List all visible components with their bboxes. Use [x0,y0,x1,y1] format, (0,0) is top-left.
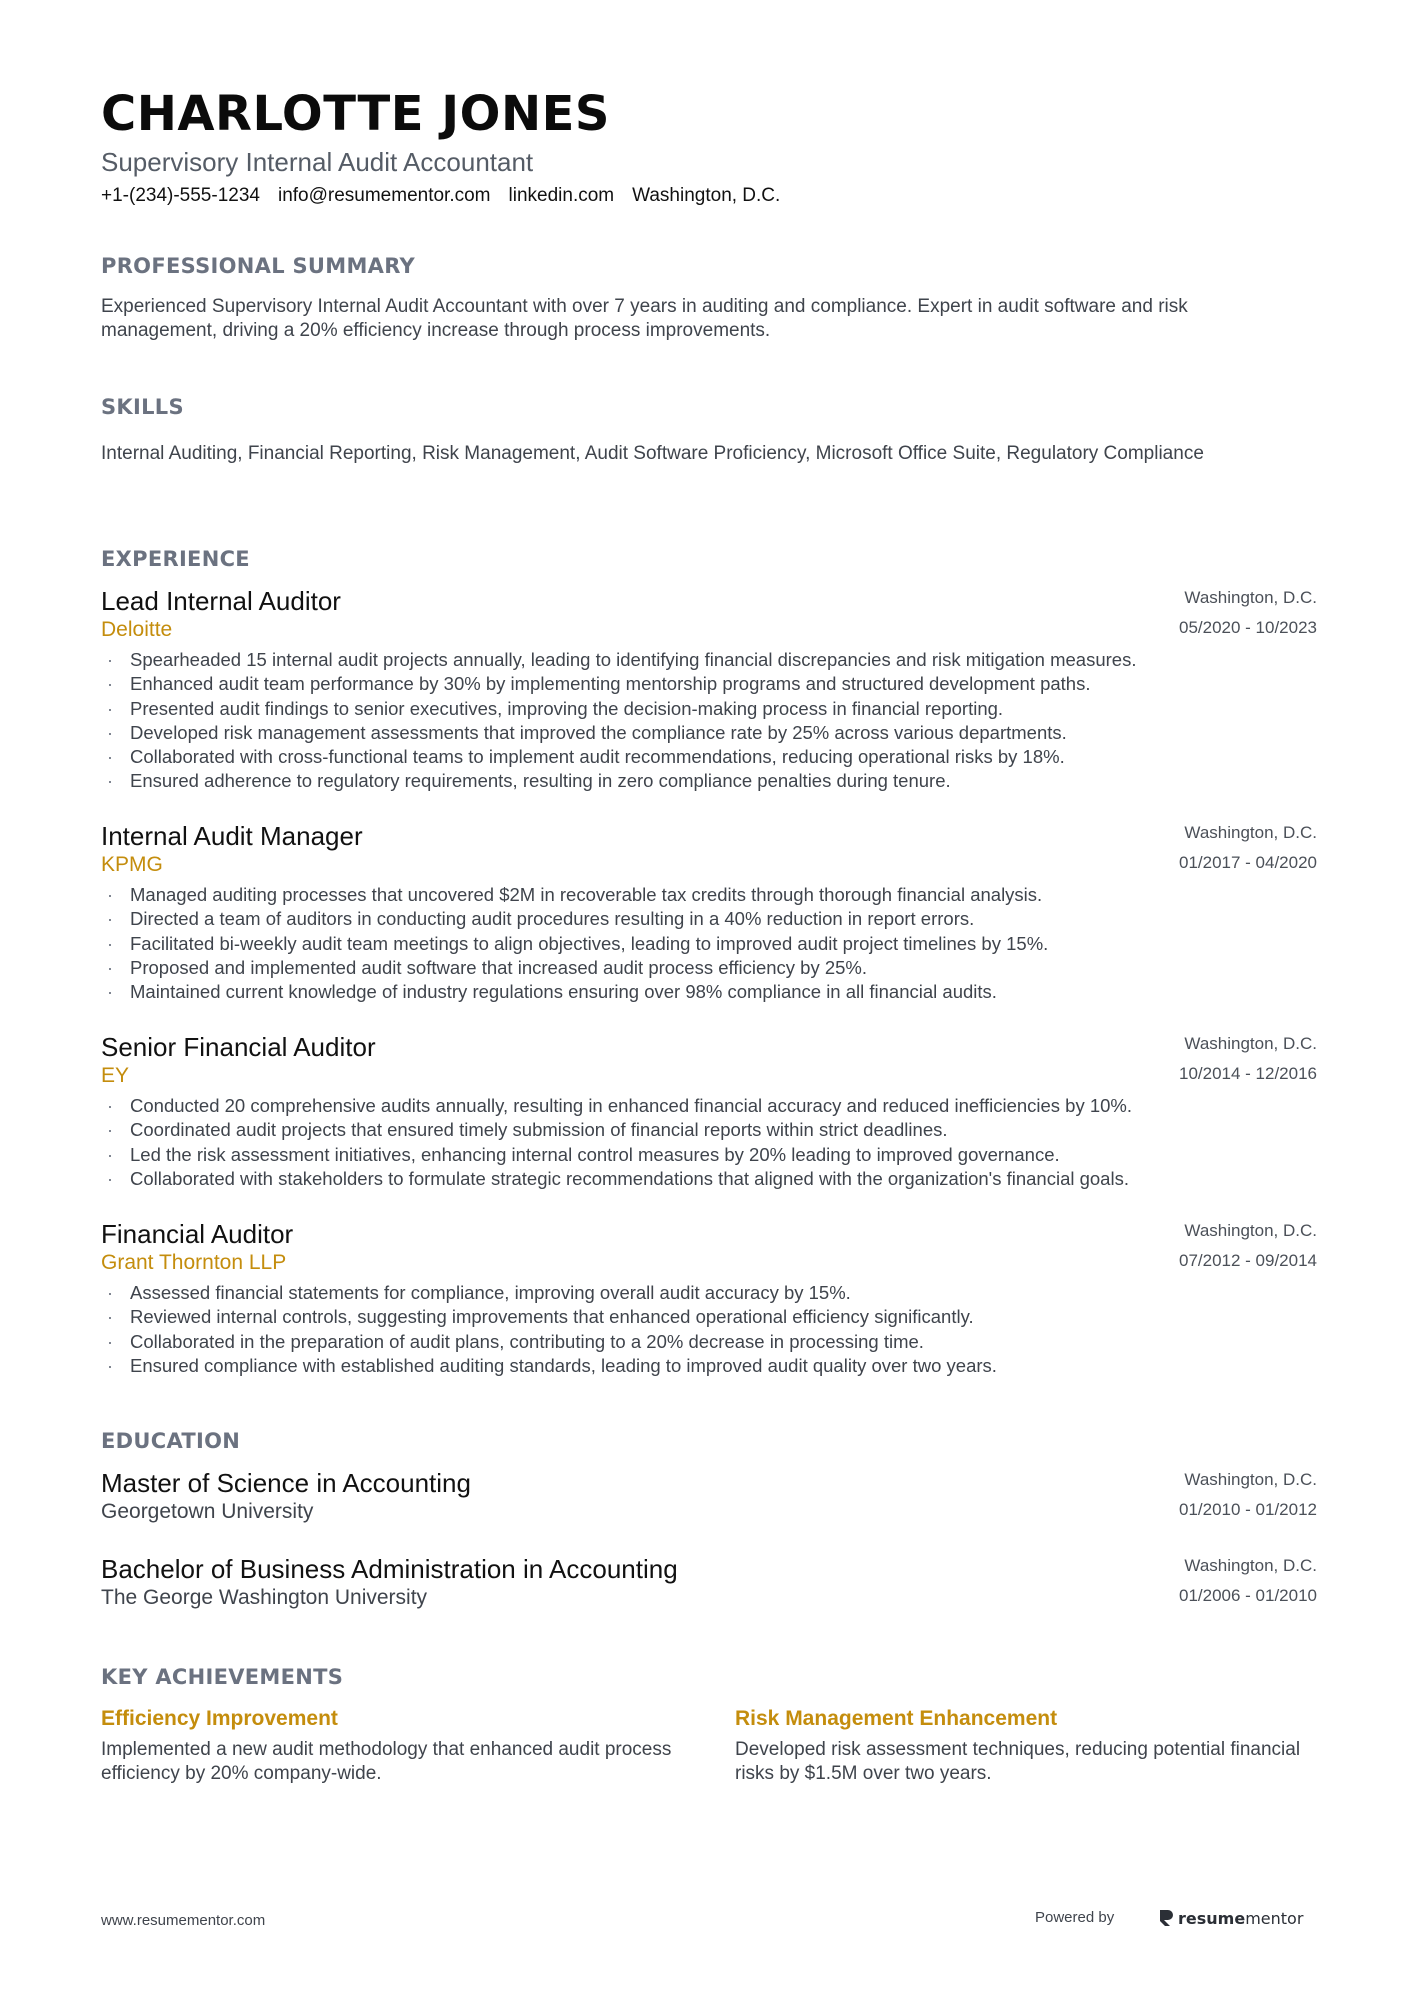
bullet-item: · Coordinated audit projects that ensured timely submission of financial reports within strict deadlines. [101,1118,1317,1142]
candidate-title: Supervisory Internal Audit Accountant [101,147,534,177]
bullet-item: · Ensured compliance with established auditing standards, leading to improved audit quality over two years. [101,1354,1317,1378]
bullet-item: · Maintained current knowledge of industry regulations ensuring over 98% compliance in all financial audits. [101,980,1317,1004]
contact-line [101,184,798,208]
school-name: Georgetown University [101,1500,314,1523]
bullet-item: · Presented audit findings to senior executives, improving the decision-making process in financial reporting. [101,697,1317,721]
achievement-title: Risk Management Enhancement [735,1707,1058,1730]
job-company: Deloitte [101,618,173,641]
bullet-item: · Collaborated with cross-functional teams to implement audit recommendations, reducing operational risks by 18%. [101,745,1317,769]
experience-heading: EXPERIENCE [101,547,250,571]
education-dates: 01/2006 - 01/2010 [1178,1586,1317,1605]
bullet-item: · Managed auditing processes that uncovered $2M in recoverable tax credits through thorough financial analysis. [101,883,1317,907]
bullet-item: · Directed a team of auditors in conducting audit procedures resulting in a 40% reduction in report errors. [101,907,1317,931]
bullet-item: · Led the risk assessment initiatives, enhancing internal control measures by 20% leading to improved governance. [101,1143,1317,1167]
achievements-heading: KEY ACHIEVEMENTS [101,1665,344,1689]
education-location: Washington, D.C. [1184,1470,1317,1489]
education-dates: 01/2010 - 01/2012 [1178,1500,1317,1519]
job-location: Washington, D.C. [1184,1034,1317,1053]
job-bullets [101,1281,1317,1378]
bullet-item: · Conducted 20 comprehensive audits annually, resulting in enhanced financial accuracy and reduced inefficiencies by 10%. [101,1094,1317,1118]
bullet-item: · Enhanced audit team performance by 30% by implementing mentorship programs and structured development paths. [101,672,1317,696]
job-location: Washington, D.C. [1184,823,1317,842]
footer-powered-by: Powered by [1035,1909,1115,1926]
summary-text: Experienced Supervisory Internal Audit Accountant with over 7 years in auditing and compliance. Expert in audit software and risk management, driving a 20% efficiency increase through process improvements. [101,296,1188,341]
school-name: The George Washington University [101,1586,428,1609]
bullet-item: · Ensured adherence to regulatory requirements, resulting in zero compliance penalties during tenure. [101,769,1317,793]
bullet-item: · Assessed financial statements for compliance, improving overall audit accuracy by 15%. [101,1281,1317,1305]
job-company: KPMG [101,853,163,876]
job-location: Washington, D.C. [1184,1221,1317,1240]
education-heading: EDUCATION [101,1429,241,1453]
resumementor-logo-icon [1158,1908,1174,1928]
job-dates: 01/2017 - 04/2020 [1178,853,1317,872]
resumementor-logo[interactable] [1158,1906,1303,1930]
bullet-item: · Proposed and implemented audit software that increased audit process efficiency by 25%. [101,956,1317,980]
job-dates: 05/2020 - 10/2023 [1178,618,1317,637]
footer-website[interactable]: www.resumementor.com [101,1912,266,1929]
bullet-item: · Developed risk management assessments that improved the compliance rate by 25% across various departments. [101,721,1317,745]
degree-name: Master of Science in Accounting [101,1468,471,1498]
bullet-item: · Collaborated with stakeholders to formulate strategic recommendations that aligned with the organization's financial goals. [101,1167,1317,1191]
achievement-text: Developed risk assessment techniques, reducing potential financial risks by $1.5M over two years. [735,1739,1301,1784]
job-company: Grant Thornton LLP [101,1251,287,1274]
job-role: Internal Audit Manager [101,821,363,851]
logo-text-light: mentor [1245,1908,1304,1928]
job-dates: 07/2012 - 09/2014 [1178,1251,1317,1270]
job-role: Financial Auditor [101,1219,294,1249]
job-role: Senior Financial Auditor [101,1032,376,1062]
summary-heading: PROFESSIONAL SUMMARY [101,254,416,278]
candidate-name: CHARLOTTE JONES [101,86,610,142]
contact-phone: +1-(234)-555-1234 [101,185,260,206]
skills-text: Internal Auditing, Financial Reporting, Risk Management, Audit Software Proficiency, Microsoft Office Suite, Regulatory Compliance [101,443,1204,464]
contact-linkedin[interactable]: linkedin.com [508,185,615,206]
skills-heading: SKILLS [101,395,184,419]
job-bullets [101,1094,1317,1191]
degree-name: Bachelor of Business Administration in Accounting [101,1554,678,1584]
bullet-item: · Reviewed internal controls, suggesting improvements that enhanced operational efficiency significantly. [101,1305,1317,1329]
job-bullets [101,648,1317,794]
achievement-item [101,1706,701,1786]
job-role: Lead Internal Auditor [101,586,341,616]
bullet-item: · Collaborated in the preparation of audit plans, contributing to a 20% decrease in processing time. [101,1330,1317,1354]
achievement-title: Efficiency Improvement [101,1707,338,1730]
job-bullets [101,883,1317,1004]
job-company: EY [101,1064,130,1087]
logo-text-bold: resume [1178,1908,1246,1928]
bullet-item: · Spearheaded 15 internal audit projects annually, leading to identifying financial discrepancies and risk mitigation measures. [101,648,1317,672]
job-location: Washington, D.C. [1184,588,1317,607]
job-dates: 10/2014 - 12/2016 [1178,1064,1317,1083]
achievement-text: Implemented a new audit methodology that enhanced audit process efficiency by 20% company-wide. [101,1739,672,1784]
contact-email[interactable]: info@resumementor.com [277,185,491,206]
achievement-item [735,1706,1335,1786]
bullet-item: · Facilitated bi-weekly audit team meetings to align objectives, leading to improved audit project timelines by 15%. [101,932,1317,956]
education-location: Washington, D.C. [1184,1556,1317,1575]
contact-location: Washington, D.C. [632,185,781,206]
